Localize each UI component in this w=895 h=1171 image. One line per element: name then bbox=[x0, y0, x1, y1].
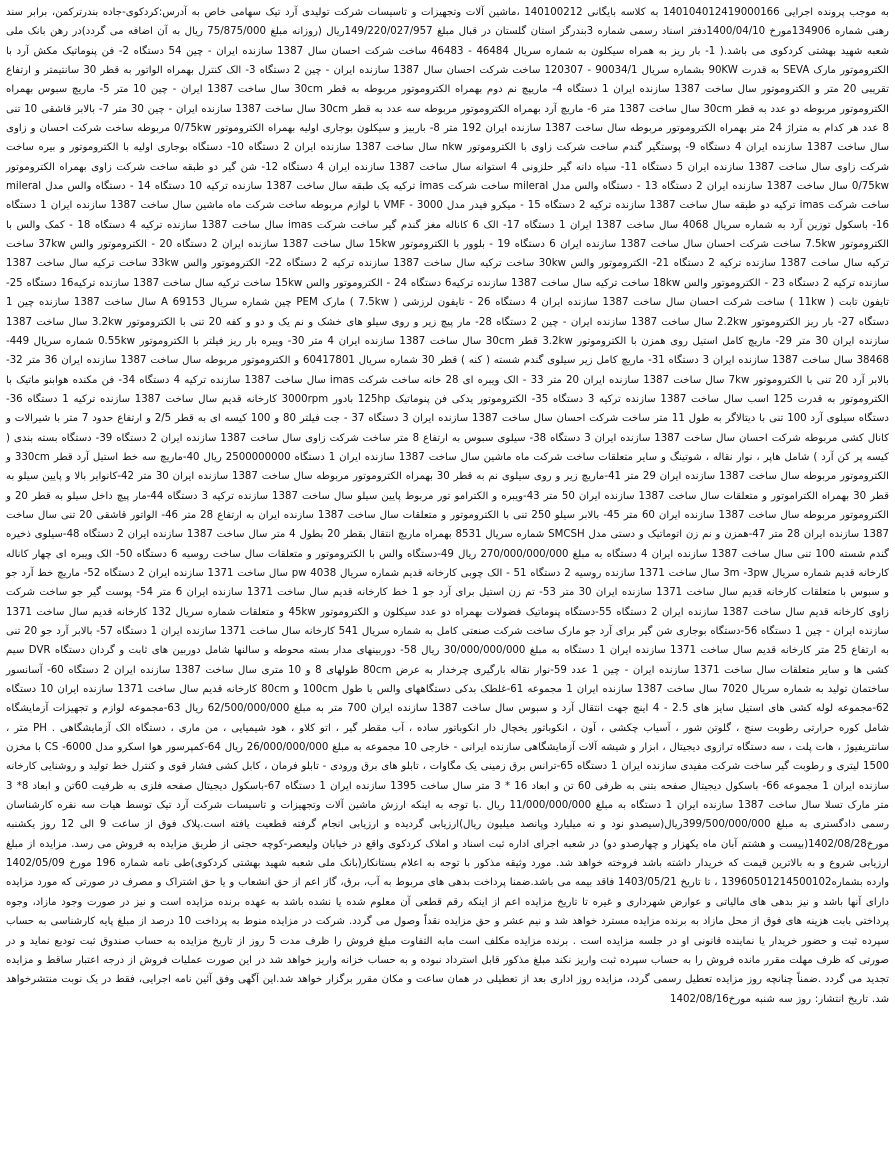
auction-notice-body: به موجب پرونده اجرایی 140104012419000166 به کلاسه بایگانی 140100212 ،ماشین آلات وتجهیزات و تاسیسات شرکت تولیدی آرد تیک سهامی خاص به آدرس:کردکوی-جاده بندرترکمن، برابر سند رهنی شماره 134906مورخ 1400/04/10دفتر اسناد رسمی شماره 3بندرگز استان گلستان در قبال مبلغ 149/220/027/957ریال (روزانه مبلغ 75/875/000 ریال به آن اضافه می گردد)در رهن بانک ملی شعبه شهید بهشتی کردکوی می باشد.( 1- بار ریز به همراه سیکلون به شماره سریال 46484 - 46483 ساخت شرکت احسان سال 1387 سازنده ایران - چین 54 دستگاه 2- فن پنوماتیک مکش آرد با الکتروموتور مارک SEVA به قدرت 90KW بشماره سریال 90034/1 - 120307 ساخت شرکت احسان سال 1387 سازنده ایران - چین 2 دستگاه 3- الک کنترل بهمراه الواتور به قطر 30 سانتیمتر و ارتفاع تقریبی 20 متر و الکتروموتور سال ساخت 1387 سازنده ایران 1 دستگاه 4- ماریپچ نم دوم بهمراه الکتروموتور مربوطه به قطر 30cm سال ساخت 1387 ایران - چین 10 متر 5- ماریچ سبوس بهمراه الکتروموتور مربوطه دو عدد به قطر 30cm سال ساخت 1387 متر 6- ماریچ آرد بهمراه الکتروموتور مربوطه سه عدد به قطر 30cm سال ساخت 1387 سازنده ایران - چین 30 متر 7- بالابر قاشقی 10 تنی 8 عدد هر کدام به متراژ 24 متر بهمراه الکتروموتور مربوطه سال ساخت 1387 سازنده ایران 192 متر 8- باربیز و سیکلون بوجاری اولیه بهمراه الکتروموتور 0/75kw مربوطه ساخت شرکت احسان و زاوی سال ساخت 1387 سازنده ایران 4 دستگاه 9- پوستگیر گندم ساخت شرکت زاوی با الکتروموتور nkw سال ساخت 1387 سازنده ایران 2 دستگاه 10- دستگاه بوجاری اولیه با الکتروموتور و بیره ساخت شرکت زاوی سال ساخت 1387 سازنده ایران 5 دستگاه 11- سیاه دانه گیر حلزونی 4 استوانه سال ساخت 1387 سازنده ایران 4 دستگاه 12- شن گیر دو طبقه ساخت شرکت زاوی بهمراه الکتروموتور 0/75kw سال ساخت 1387 سازنده ایران 2 دستگاه 13 - دستگاه والس مدل mileral ساخت شرکت imas ترکیه یک طبقه سال ساخت 1387 سازنده ترکیه 10 دستگاه 14 - دستگاه والس مدل mileral ساخت شرکت imas ترکیه دو طبقه سال ساخت 1387 سازنده ترکیه 2 دستگاه 15 - میکرو فیدر مدل 3000 - VMF با لوازم مربوطه ساخت شرکت ماه ماشین سال ساخت 1387 سازنده ایران 1 دستگاه 16- باسکول توزین آرد به شماره سریال 4068 سال ساخت 1387 ایران 1 دستگاه 17- الک 6 کاناله مغز گندم گیر ساخت شرکت imas سال ساخت 1387 سازنده ترکیه 4 دستگاه 18 - کمک والس با الکتروموتور 7.5kw ساخت شرکت احسان سال ساخت 1387 سازنده ایران 6 دستگاه 19 - بلوور با الکتروموتور 15kw سال ساخت 1387 سازنده ایران 2 دستگاه 20 - الکتروموتور والس 37kw ساخت ترکیه سال ساخت 1387 سازنده ترکیه 2 دستگاه 21- الکتروموتور والس 30kw ساخت ترکیه سال ساخت 1387 سازنده ترکیه 2 دستگاه 22- الکتروموتور والس 33kw ساخت ترکیه سال ساخت 1387 سازنده ترکیه 2 دستگاه 23 - الکتروموتور والس 18kw ساخت ترکیه سال ساخت 1387 سازنده ترکیه6 دستگاه 24 - الکتروموتور والس 15kw ساخت ترکیه سال ساخت 1387 سازنده ترکیه16 دستگاه 25-تایفون تابت ( 11kw ) ساخت شرکت احسان سال ساخت 1387 سازنده ایران 4 دستگاه 26 - تایفون لرزشی ( 7.5kw ) مارک PEM چین شماره سریال A 69153 سال ساخت 1387 سازنده چین 1 دستگاه 27- بار ریز الکتروموتور 2.2kw سال ساخت 1387 سازنده ایران - چین 2 دستگاه 28- مار پیچ زیر و روی سیلو های خشک و نم یک و دو و کفه 20 تنی با الکتروموتور 3.2kw سال ساخت 1387 سازنده ایران 30 متر 29- ماریچ کامل استیل روی همزن با الکتروموتور 3.2kw قطر 30cm سال ساخت 1387 سازنده ایران 4 متر 30- ویبره بار ریز فیلتر با الکتروموتور 0.55kw شماره سریال 449- 38468 سال ساخت 1387 سازنده ایران 3 دستگاه 31- ماریچ کامل زیر سیلوی گندم شسته ( کنه ) قطر 30 شماره سریال 60417801 و الکتروموتور مربوطه سال ساخت 1387 سازنده ایران 36 متر 32- بالابر آرد 20 تنی با الکتروموتور 7kw سال ساخت 1387 سازنده ایران 20 متر 33 - الک ویبره ای 28 خانه ساخت شرکت imas سال ساخت 1387 سازنده ترکیه 4 دستگاه 34- فن مکنده هوابنو ماتیک با الکتروموتور به قدرت 125 اسب سال ساخت 1387 سازنده ترکیه 3 دستگاه 35- الکتروموتور یدکی فن پنوماتیک 125hp بادور 3000rpm کارخانه قدیم سال ساخت 1387 سازنده ترکیه 1 دستگاه 36- دستگاه سیلوی آرد 100 تنی با دیتالاگر به طول 11 متر ساخت شرکت احسان سال ساخت 1387 سازنده ایران 3 دستگاه 37 - جت فیلتر 80 و 100 کیسه ای به قطر 2/5 و ارتفاع حدود 7 متر با شیرالات و کانال کشی مربوطه شرکت احسان سال ساخت 1387 سازنده ایران 3 دستگاه 38- سیلوی سبوس به ارتفاع 8 متر ساخت شرکت زاوی سال ساخت 1387 سازنده ایران 2 دستگاه 39- دستگاه بسته بندی ( کیسه پر کن آرد ) شامل هاپر ، نوار نقاله ، شوتینگ و سایر متعلقات ساخت شرکت ماه ماشین سال ساخت 1387 سازنده ایران 1 دستگاه 2500000000 ریال 40-ماریچ سه خط استیل آرد قطر 330cm و الکتروموتور مربوطه سال ساخت 1387 سازنده ایران 29 متر 41-ماریچ زیر و روی سیلوی نم به قطر 30 بهمراه الکتروموتور مربوطه سال ساخت 1387 سازنده ایران 30 متر 42-کانوایر بالا و پایین سیلو به قطر 30 بهمراه الکتراموتور و متعلقات سال ساخت 1387 سازنده ایران 50 متر 43-ویبره و الکترامو تور مربوط پایین سیلو سال ساخت 1387 سازنده ترکیه 3 دستگاه 44-مار پیچ داخل سیلو به قطر 20 و الکتروموتور مربوطه سال ساخت 1387 سازنده ایران 60 متر 45- بالابر سیلو 250 تنی با الکتروموتور و متعلقات سال ساخت 1387 سازنده ایران به ارتفاع 28 متر 46- الواتور قاشقی 20 تنی سال ساخت 1387 سازنده ایران 28 متر 47-همزن و نم زن اتوماتیک و دستی مدل SMCSH شماره سریال 8531 بهمراه ماریچ انتقال بقطر 20 بطول 4 متر سال ساخت 1387 سازنده ایران 2 دستگاه 48-سیلوی ذخیره گندم شسته 100 تنی سال ساخت 1387 سازنده ایران 4 دستگاه به مبلغ 270/000/000/000 ریال 49-دستگاه والس با الکتروموتور و متعلقات سال ساخت روسیه 6 دستگاه 50- الک ویبره ای چهار کاناله کارخانه قدیم شماره سریال 3m -3pw سال ساخت 1371 سازنده روسیه 2 دستگاه 51 - الک چوبی کارخانه قدیم شماره سریال pw 4038 سال ساخت 1371 سازنده ایران 2 دستگاه 52- ماریچ خط آرد جو و سبوس با متعلقات کارخانه قدیم سال ساخت 1371 سازنده ایران 30 متر 53- تم زن استیل برای آرد جو 1 خط کارخانه قدیم سال ساخت 1371 سازنده ایران 6 متر 54- پوست گیر جو ساخت شرکت زاوی کارخانه قدیم سال ساخت 1387 سازنده ایران 2 دستگاه 55-دستگاه پنوماتیک فضولات بهمراه دو عدد سیکلون و الکتروموتور 45kw و متعلقات شماره سریال 132 کارخانه قدیم سال ساخت 1371 سازنده ایران - چین 1 دستگاه 56-دستگاه بوجاری شن گیر برای آرد جو مارک ساخت شرکت صنعتی کامل به شماره سریال 541 کارخانه سال ساخت 1371 سازنده ایران 1 دستگاه 57- بالابر آرد جو 20 تنی به ارتفاع 25 متر کارخانه قدیم سال ساخت 1371 سازنده ایران 1 دستگاه به مبلغ 30/000/000/000 ریال 58- دوربینهای مدار بسته محوطه و سالنها شامل دوربین های ثابت و گردان دستگاه DVR سیم کشی ها و سایر متعلقات سال ساخت 1371 سازنده ایران - چین 1 عدد 59-نوار نقاله بارگیری چرخدار به عرض 80cm طولهای 8 و 10 متری سال ساخت 1387 سازنده ایران 2 دستگاه 60- آسانسور ساختمان تولید به شماره سریال 7020 سال ساخت 1387 سازنده ایران 1 مجموعه 61-غلطک بدکی دستگاههای والس با طول 100cm و 80cm کارخانه قدیم سال ساخت 1371 سازنده ایران 10 دستگاه 62-مجموعه لوله کشی های استیل سایز های 2.5 - 4 اینچ جهت انتقال آرد و سبوس سال ساخت 1387 سازنده ایران 700 متر به مبلغ 62/500/000/000 ریال 63-مجموعه لوازم و تجهیزات آزمایشگاه شامل کوره حرارتی رطوبت سنج ، گلوتن شور ، آسیاب چکشی ، آون ، انکوباتور یخچال دار انکوباتور ساده ، آب مقطر گیر ، اتو کلاو ، هود شیمیایی ، من ماری ، دستگاه الک آزمایشگاهی . PH متر ، سانتریفیوژ ، هات پلت ، سه دستگاه ترازوی دیجیتال ، ابزار و شیشه آلات آزمایشگاهی سازنده ایرانی - خارجی 10 مجموعه به مبلغ 26/000/000/000 ریال 64-کمپرسور هوا اسکرو مدل 6000- CS با مخزن 1500 لیتری و رطوبت گیر ساخت شرکت مفیدی سازنده ایران 1 دستگاه 65-ترانس برق زمینی یک مگاوات ، تابلو های برق ورودی - تابلو فرمان ، کابل کشی فشار قوی و کنترل خط تولید و روشنایی کارخانه سازنده ایران 1 مجموعه 66- باسکول دیجیتال صفحه بتنی به ظرفی 60 تن و ابعاد 16 * 3 متر سال ساخت 1395 سازنده ایران 1 دستگاه 67-باسکول دیجیتال صفحه فلزی به ظرفیت 60تن و ابعاد 8* 3 متر مارک تسلا سال ساخت 1387 سازنده ایران 1 دستگاه به مبلغ 11/000/000/000 ریال .با توجه به اینکه ارزش ماشین آلات وتجهیزات و تاسیسات شرکت آرد تیک توسط هیات سه نفره کارشناسان رسمی دادگستری به مبلغ 399/500/000/000ریال(سیصدو نود و نه میلیارد وپانصد میلیون ریال)ارزیابی گردیده و ارزیابی انجام گرفته قطعیت یافته است.پلاک فوق از ساعت 9 الی 12 روز یکشنبه مورخ1402/08/28(بیست و هشتم آبان ماه یکهزار و چهارصدو دو) در شعبه اجرای اداره ثبت اسناد و املاک کردکوی واقع در خیابان ولیعصر-کوچه حجتی از طریق مزایده به فروش می رسد. مزایده از مبلغ ارزیابی شروع و به بالاترین قیمت که خریدار داشته باشد فروخته خواهد شد. مورد وثیقه مذکور با توجه به اعلام بستانکار(بانک ملی شعبه شهید بهشتی کردکوی)طی نامه شماره 196 مورخ 1402/05/09 وارده بشماره13960501214500102 ، تا تاریخ 1403/05/21 فاقد بیمه می باشد.ضمنا پرداخت بدهی های مربوط به آب، برق، گاز اعم از حق انشعاب و یا حق اشتراک و مصرف در صورتی که مورد مزایده دارای آنها باشد و نیز بدهی های مالیاتی و عوارض شهرداری و غیره تا تاریخ مزایده اعم از اینکه رقم قطعی آن معلوم شده یا نشده باشد به عهده برنده مزایده است و نیز در صورت وجود مازاد، وجوه پرداختی بابت هزینه های فوق از محل مازاد به برنده مزایده مسترد خواهد شد و نیم عشر و حق مزایده نقداً وصول می گردد. شرکت در مزایده منوط به پرداخت 10 درصد از مبلغ پایه کارشناسی به حساب سپرده ثبت و حضور خریدار یا نماینده قانونی او در جلسه مزایده است . برنده مزایده مکلف است مابه التفاوت مبلغ فروش را ظرف مدت 5 روز از تاریخ مزایده به حساب صندوق ثبت تودیع نماید و در صورتی که ظرف مهلت مقرر مانده فروش را به حساب سپرده ثبت واریز نکند مبلغ مذکور قابل استرداد نبوده و به حساب خزانه واریز خواهد شد در این صورت عملیات فروش از درجه اعتبار ساقط و مزایده تجدید می گردد .ضمناً چنانچه روز مزایده تعطیل رسمی گردد، مزایده روز اداری بعد از تعطیلی در همان ساعت و مکان مقرر برگزار خواهد شد.این آگهی وفق آئین نامه اجرایی، فقط در یک نوبت منتشرخواهد شد. تاریخ انتشار: روز سه شنبه مورخ1402/08/16 bbox=[6, 7, 890, 1005]
